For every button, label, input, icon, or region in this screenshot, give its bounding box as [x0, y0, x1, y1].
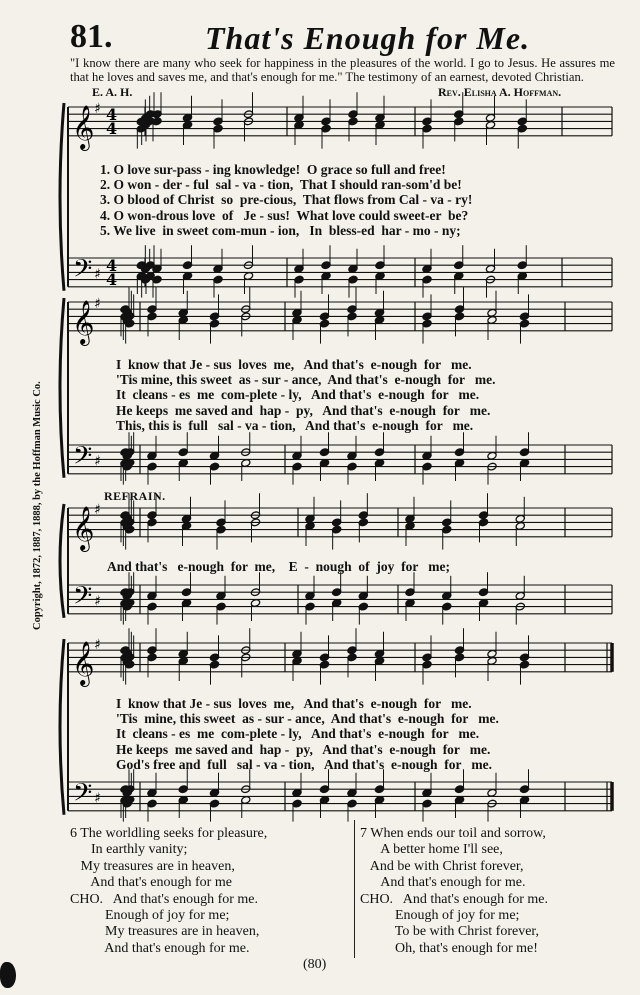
lyric-line: 'Tis mine, this sweet as - sur - ance, And that's e-nough for me. [116, 711, 499, 727]
bass-clef: 𝄢 [73, 254, 93, 290]
time-signature: 4 [106, 270, 118, 289]
bass-clef: 𝄢 [73, 581, 93, 617]
lyric-line: And that's e-nough for me, E - nough of joy for me; [107, 559, 451, 574]
sharp-sign: ♯ [94, 453, 101, 470]
lyrics-system-3 [107, 559, 450, 574]
system-brace [60, 103, 64, 291]
time-signature: 4 [106, 119, 118, 138]
treble-clef: 𝄞 [72, 640, 95, 685]
column-divider [354, 820, 355, 958]
verse-line: A better home I'll see, [360, 842, 503, 858]
treble-clef: 𝄞 [72, 299, 95, 344]
copyright-notice: Copyright, 1872, 1887, 1888, by the Hoffman Music Co. [32, 381, 43, 630]
lyrics-system-4 [116, 696, 499, 772]
system-brace [60, 504, 64, 618]
bass-clef: 𝄢 [73, 778, 93, 814]
system-brace [60, 639, 64, 815]
treble-clef: 𝄞 [72, 505, 95, 550]
sharp-sign: ♯ [94, 790, 101, 807]
lyric-line: It cleans - es me com-plete - ly, And that's e-nough for me. [116, 387, 480, 403]
verse-line: In earthly vanity; [70, 842, 188, 858]
lyric-line: God's free and full sal - va - tion, And that's e-nough for me. [116, 756, 493, 772]
author-music: Rev. Elisha A. Hoffman. [438, 85, 562, 99]
lyrics-system-1 [100, 162, 472, 238]
lyric-line: 1. O love sur-pass - ing knowledge! O grace so full and free! [100, 162, 446, 177]
verse-line: CHO. And that's enough for me. [70, 891, 259, 907]
verse-line: And that's enough for me. [360, 875, 526, 891]
system-brace [60, 298, 64, 478]
page-number: (80) [303, 957, 327, 972]
time-signature: 4 [106, 256, 118, 275]
lyric-line: 4. O won-drous love of Je - sus! What love could sweet-er be? [100, 207, 469, 223]
verse-line: And that's enough for me [70, 875, 232, 891]
lyric-line: He keeps me saved and hap - py, And that's e-nough for me. [116, 741, 491, 757]
hymn-title: That's Enough for Me. [205, 20, 531, 56]
verse-line: To be with Christ forever, [360, 924, 540, 940]
author-words: E. A. H. [92, 85, 133, 99]
verse-line: Enough of joy for me; [360, 908, 520, 924]
ink-blot [0, 962, 16, 988]
sharp-sign: ♯ [94, 593, 101, 610]
verse-line: Oh, that's enough for me! [360, 940, 538, 956]
verse-line: My treasures are in heaven, [70, 858, 235, 874]
verse-line: 6 The worldling seeks for pleasure, [70, 826, 268, 841]
verse-line: And that's enough for me. [70, 940, 250, 956]
lyric-line: I know that Je - sus loves me, And that's e-nough for me. [116, 696, 472, 711]
verse-line: And be with Christ forever, [360, 858, 524, 874]
sharp-sign: ♯ [94, 266, 101, 283]
lyric-line: 'Tis mine, this sweet as - sur - ance, And that's e-nough for me. [116, 372, 496, 388]
sharp-sign: ♯ [94, 296, 101, 312]
sharp-sign: ♯ [94, 101, 101, 117]
lyric-line: He keeps me saved and hap - py, And that's e-nough for me. [116, 402, 491, 418]
lyric-line: It cleans - es me com-plete - ly, And that's e-nough for me. [116, 726, 480, 742]
extra-verses-right [360, 826, 548, 957]
lyric-line: 3. O blood of Christ so pre-cious, That flows from Cal - va - ry! [100, 192, 473, 208]
lyric-line: 2. O won - der - ful sal - va - tion, That I should ran-som'd be! [100, 177, 462, 193]
lyrics-system-2 [116, 357, 496, 433]
sharp-sign: ♯ [94, 502, 101, 518]
time-signature: 4 [106, 105, 118, 124]
verse-line: My treasures are in heaven, [70, 924, 260, 940]
verse-line: 7 When ends our toil and sorrow, [360, 826, 546, 841]
lyric-line: I know that Je - sus loves me, And that's e-nough for me. [116, 357, 472, 372]
hymn-intro: "I know there are many who seek for happiness in the pleasures of the world. I go to Jesus. He assures me that he loves and saves me, and that's enough for me." The testimony of an earnest, devoted Christian. [70, 56, 615, 84]
lyric-line: This, this is full sal - va - tion, And that's e-nough for me. [116, 417, 474, 433]
lyric-line: 5. We live in sweet com-mun - ion, In bless-ed har - mo - ny; [100, 222, 461, 238]
verse-line: Enough of joy for me; [70, 908, 230, 924]
hymn-number: 81. [70, 18, 113, 55]
refrain-label: REFRAIN. [104, 489, 166, 503]
bass-clef: 𝄢 [73, 441, 93, 477]
extra-verses-left [70, 826, 267, 957]
treble-clef: 𝄞 [72, 104, 95, 149]
verse-line: CHO. And that's enough for me. [360, 891, 549, 907]
sharp-sign: ♯ [94, 637, 101, 653]
